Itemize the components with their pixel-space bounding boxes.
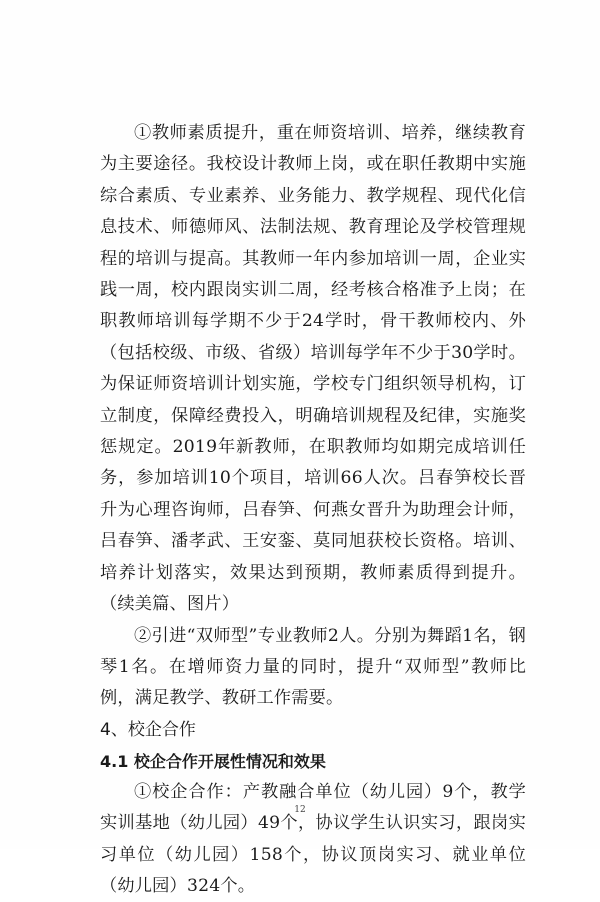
page-number: 12 (294, 805, 306, 815)
paragraph-cooperation-units: ①校企合作：产教融合单位（幼儿园）9个，教学实训基地（幼儿园）49个，协议学生认识实习，跟岗实习单位（幼儿园）158个，协议顶岗实习、就业单位（幼儿园）324个。 (100, 781, 526, 896)
paragraph-dual-teachers: ②引进“双师型”专业教师2人。分别为舞蹈1名，钢琴1名。在增师资力量的同时，提升“双师型”教师比例，满足教学、教研工作需要。 (100, 625, 526, 709)
subsection-heading-cooperation: 4.1 校企合作开展性情况和效果 (100, 751, 326, 771)
paragraph-teacher-quality: ①教师素质提升，重在师资培训、培养，继续教育为主要途径。我校设计教师上岗，或在职任教期中实施综合素质、专业素养、业务能力、教学规程、现代化信息技术、师德师风、法制法规、教育理论及学校管理规程的培训与提高。其教师一年内参加培训一周，企业实践一周，校内跟岗实训二周，经考核合格准予上岗；在职教师培训每学期不少于24学时，骨干教师校内、外（包括校级、市级、省级）培训每学年不少于30学时。为保证师资培训计划实施，学校专门组织领导机构，订立制度，保障经费投入，明确培训规程及纪律，实施奖惩规定。2019年新教师，在职教师均如期完成培训任务，参加培训10个项目，培训66人次。吕春笋校长晋升为心理咨询师，吕春笋、何燕女晋升为助理会计师，吕春笋、潘孝武、王安銮、莫同旭获校长资格。培训、培养计划落实，效果达到预期，教师素质得到提升。（续美篇、图片） (100, 123, 526, 615)
section-heading-school-enterprise: 4、校企合作 (100, 719, 196, 740)
page-content (100, 118, 526, 902)
